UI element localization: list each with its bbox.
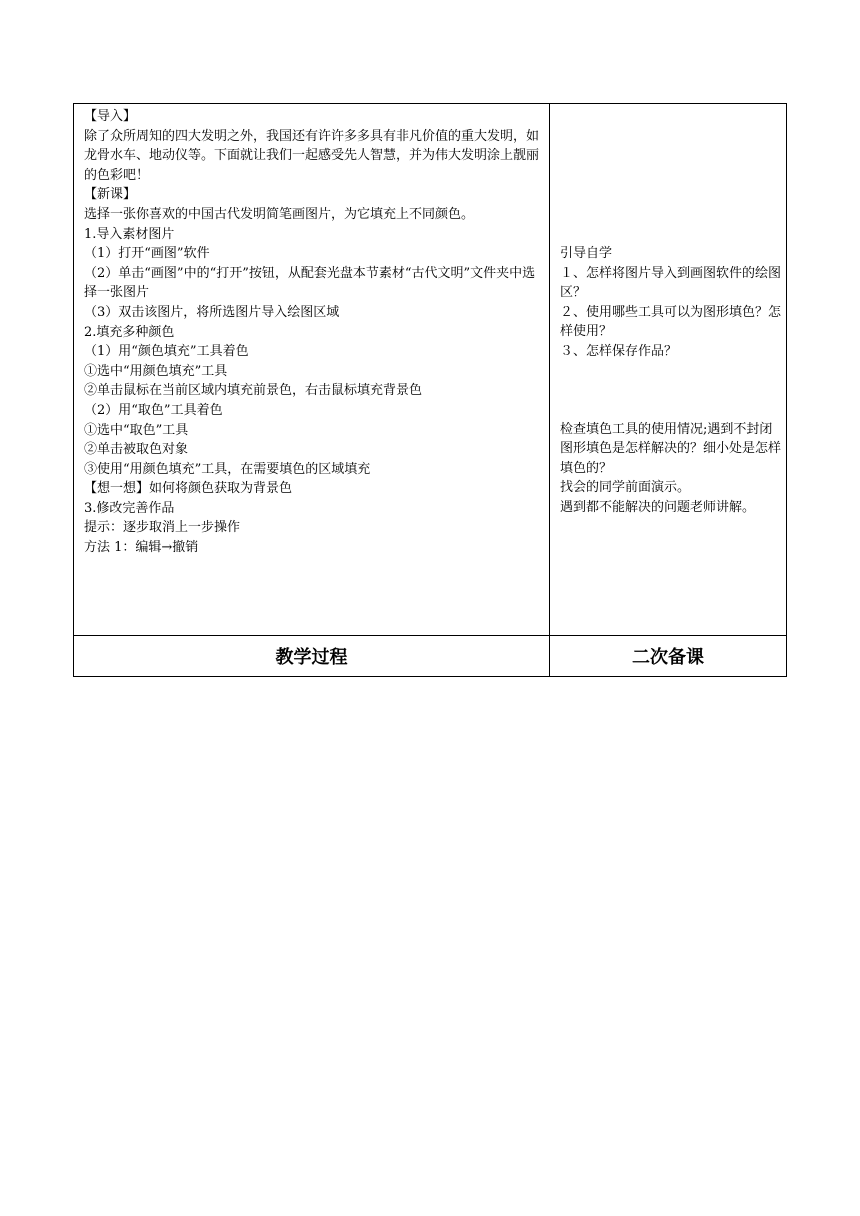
hint-line: 提示：逐步取消上一步操作 [84,520,241,536]
step-heading-fill: 2.填充多种颜色 [84,324,175,340]
step-item: ①选中“用颜色填充”工具 [84,363,228,379]
teaching-process-cell [74,104,550,636]
step-heading-refine: 3.修改完善作品 [84,500,175,516]
check-note: 找会的同学前面演示。 [560,480,691,496]
step-item: ②单击被取色对象 [84,442,189,458]
step-item: （1）打开“画图”软件 [84,246,210,262]
guide-heading: 引导自学 [560,246,613,261]
step-item: ③使用“用颜色填充”工具，在需要填色的区域填充 [84,461,371,477]
task-description: 选择一张你喜欢的中国古代发明简笔画图片，为它填充上不同颜色。 [84,206,475,222]
step-item: ①选中“取色”工具 [84,422,189,438]
check-note: 遇到都不能解决的问题老师讲解。 [560,499,756,515]
footer-row [74,636,787,677]
think-question: 【想一想】如何将颜色获取为背景色 [84,481,293,497]
step-item: （2）单击“画图”中的“打开”按钮，从配套光盘本节素材“古代文明”文件夹中选择一张图片 [84,265,536,301]
lesson-plan-table [73,103,787,677]
guide-question: ２、使用哪些工具可以为图形填色？怎样使用？ [560,304,782,340]
guide-question: ３、怎样保存作品？ [560,343,678,359]
teaching-process-content [74,104,549,558]
spacer [560,362,782,420]
step-item: （1）用“颜色填充”工具着色 [84,344,249,360]
step-heading-import: 1.导入素材图片 [84,226,175,242]
check-note: 检查填色工具的使用情况;遇到不封闭图形填色是怎样解决的？细小处是怎样填色的？ [560,421,782,476]
section-heading-new-lesson: 【新课】 [84,187,137,203]
secondary-prep-label: 二次备课 [550,636,787,677]
secondary-prep-content [550,104,786,518]
step-item: ②单击鼠标在当前区域内填充前景色，右击鼠标填充背景色 [84,383,423,399]
method-line: 方法 1：编辑→撤销 [84,540,199,556]
intro-paragraph: 除了众所周知的四大发明之外，我国还有许许多多具有非凡价值的重大发明，如龙骨水车、地动仪等。下面就让我们一起感受先人智慧，并为伟大发明涂上靓丽的色彩吧！ [84,128,540,183]
teaching-process-label: 教学过程 [74,636,550,677]
secondary-prep-cell [550,104,787,636]
step-item: （2）用“取色”工具着色 [84,402,223,418]
step-item: （3）双击该图片，将所选图片导入绘图区域 [84,304,340,320]
guide-question: １、怎样将图片导入到画图软件的绘图区？ [560,265,782,301]
content-row [74,104,787,636]
section-heading-intro: 【导入】 [84,109,137,124]
